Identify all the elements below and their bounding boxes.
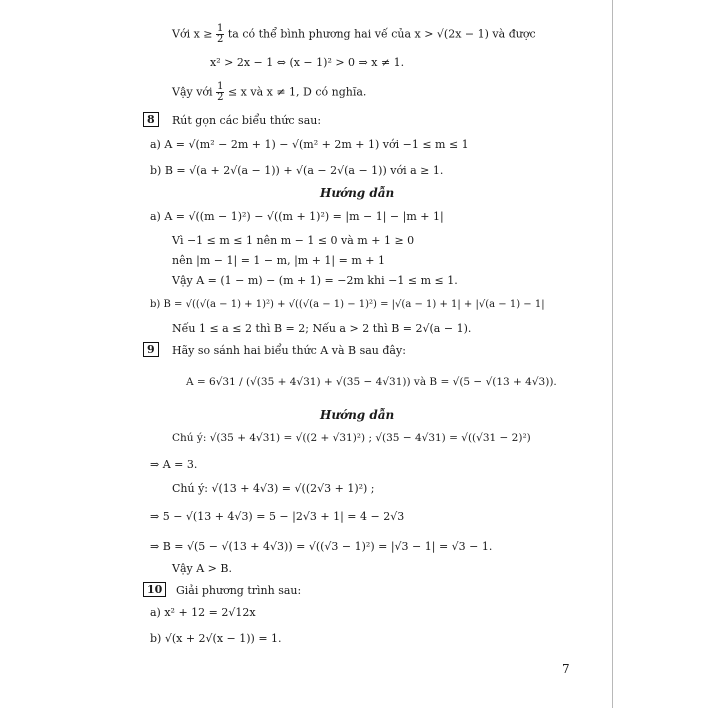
solution-8-result: Vậy A = (1 − m) − (m + 1) = −2m khi −1 ≤ m ≤ 1. [172, 274, 458, 287]
problem-8-part-b: b) B = √(a + 2√(a − 1)) + √(a − 2√(a − 1)) với a ≥ 1. [150, 164, 444, 177]
solution-8-cases: Nếu 1 ≤ a ≤ 2 thì B = 2; Nếu a > 2 thì B = 2√(a − 1). [172, 322, 472, 335]
page-number: 7 [562, 662, 570, 676]
solution-9-compare: Vậy A > B. [172, 562, 232, 575]
fraction-half-2: $\frac{1}{2}$ [217, 81, 224, 103]
solution-8-abs: nên |m − 1| = 1 − m, |m + 1| = m + 1 [172, 254, 385, 267]
problem-8-statement: Rút gọn các biểu thức sau: [172, 114, 322, 127]
problem-9-statement: Hãy so sánh hai biểu thức A và B sau đây: [172, 344, 406, 357]
solution-8-condition: Vì −1 ≤ m ≤ 1 nên m − 1 ≤ 0 và m + 1 ≥ 0 [172, 234, 415, 247]
problem-number-9: 9 [143, 342, 159, 357]
problem-9-expressions: A = 6√31 / (√(35 + 4√31) + √(35 − 4√31)) và B = √(5 − √(13 + 4√3)). [186, 376, 557, 388]
line-inequality: x² > 2x − 1 ⇔ (x − 1)² > 0 ⇒ x ≠ 1. [210, 56, 405, 69]
page-edge [612, 0, 613, 708]
guide-heading-9: Hướng dẫn [320, 408, 395, 422]
guide-heading-8: Hướng dẫn [320, 186, 395, 200]
problem-number-8: 8 [143, 112, 159, 127]
solution-8-a: a) A = √((m − 1)²) − √((m + 1)²) = |m − 1| − |m + 1| [150, 210, 444, 223]
fraction-half: $\frac{1}{2}$ [217, 23, 224, 45]
solution-9-b-value: ⇒ B = √(5 − √(13 + 4√3)) = √((√3 − 1)²) = |√3 − 1| = √3 − 1. [150, 540, 493, 553]
line-intro: Với x ≥ $\frac{1}{2}$ ta có thể bình phương hai vế của x > √(2x − 1) và được [172, 23, 536, 45]
line-conclusion: Vậy với $\frac{1}{2}$ ≤ x và x ≠ 1, D có nghĩa. [172, 81, 367, 103]
solution-8-b: b) B = √((√(a − 1) + 1)²) + √((√(a − 1) − 1)²) = |√(a − 1) + 1| + |√(a − 1) − 1| [150, 299, 545, 310]
problem-8-part-a: a) A = √(m² − 2m + 1) − √(m² + 2m + 1) với −1 ≤ m ≤ 1 [150, 138, 469, 151]
problem-10-part-b: b) √(x + 2√(x − 1)) = 1. [150, 632, 282, 645]
problem-10-part-a: a) x² + 12 = 2√12x [150, 606, 256, 619]
solution-9-note-2: Chú ý: √(13 + 4√3) = √((2√3 + 1)²) ; [172, 482, 375, 495]
solution-9-a-value: ⇒ A = 3. [150, 458, 198, 471]
solution-9-note-1: Chú ý: √(35 + 4√31) = √((2 + √31)²) ; √(35 − 4√31) = √((√31 − 2)²) [172, 432, 531, 444]
problem-10-statement: Giải phương trình sau: [176, 584, 302, 597]
problem-number-10: 10 [143, 582, 166, 597]
solution-9-step: ⇒ 5 − √(13 + 4√3) = 5 − |2√3 + 1| = 4 − 2√3 [150, 510, 405, 523]
